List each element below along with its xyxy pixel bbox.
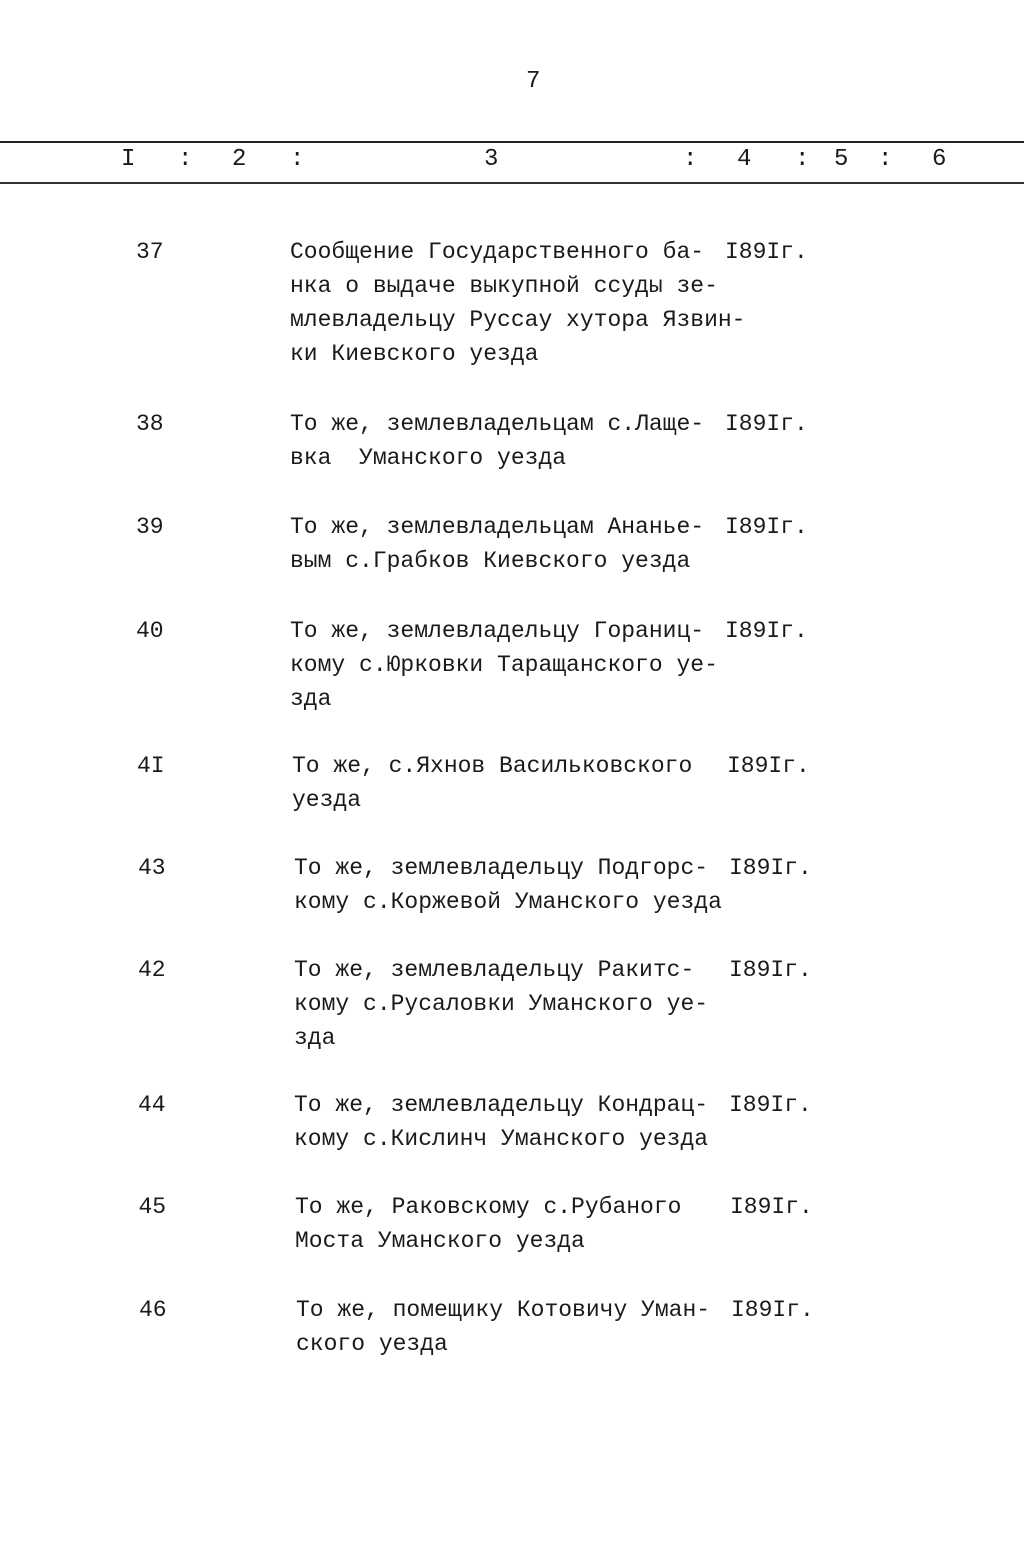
description-line: То же, землевладельцу Подгорс-	[294, 855, 709, 881]
column-header-5: 5	[834, 146, 849, 173]
description-line: Моста Уманского уезда	[295, 1228, 585, 1254]
entry-year: I89Iг.	[727, 753, 810, 779]
entry-number: 43	[138, 855, 166, 881]
entry-description	[296, 1293, 710, 1361]
entry-description	[295, 1190, 681, 1258]
description-line: Сообщение Государственного ба-	[290, 239, 705, 265]
entry-year: I89Iг.	[729, 855, 812, 881]
description-line: То же, с.Яхнов Васильковского	[292, 753, 693, 779]
column-separator: :	[878, 146, 893, 173]
column-header-3: 3	[484, 146, 499, 173]
description-line: вка Уманского уезда	[290, 445, 567, 471]
description-line: зда	[294, 1025, 336, 1051]
description-line: ского уезда	[296, 1331, 448, 1357]
column-separator: :	[178, 146, 193, 173]
description-line: То же, землевладельцам Ананье-	[290, 514, 705, 540]
entry-number: 37	[136, 239, 164, 265]
entry-year: I89Iг.	[725, 514, 808, 540]
column-separator: :	[795, 146, 810, 173]
description-line: То же, помещику Котовичу Уман-	[296, 1297, 711, 1323]
entry-number: 4I	[137, 753, 165, 779]
entry-number: 45	[138, 1194, 167, 1220]
description-line: нка о выдаче выкупной ссуды зе-	[290, 273, 718, 299]
entry-year: I89Iг.	[725, 618, 808, 644]
header-top-rule	[0, 141, 1024, 143]
entry-year: I89Iг.	[725, 411, 808, 437]
entry-description	[290, 510, 704, 578]
entry-year: I89Iг.	[725, 239, 808, 265]
entry-number: 38	[136, 411, 164, 437]
entry-description	[294, 953, 708, 1055]
description-line: зда	[290, 686, 332, 712]
description-line: кому с.Коржевой Уманского уезда	[294, 889, 722, 915]
entry-number: 46	[139, 1297, 167, 1323]
description-line: уезда	[292, 787, 362, 813]
column-header-4: 4	[737, 146, 752, 173]
entry-description	[290, 407, 704, 475]
header-bottom-rule	[0, 182, 1024, 184]
column-header-2: 2	[232, 146, 247, 173]
entry-description	[290, 235, 745, 371]
entry-year: I89Iг.	[729, 957, 812, 983]
column-header-6: 6	[932, 146, 947, 173]
entry-number: 40	[136, 618, 164, 644]
page-number: 7	[526, 68, 541, 95]
description-line: То же, Раковскому с.Рубаного	[295, 1194, 682, 1220]
description-line: То же, землевладельцу Кондрац-	[294, 1092, 709, 1118]
description-line: вым с.Грабков Киевского уезда	[290, 548, 691, 574]
entry-description	[294, 851, 722, 919]
entry-number: 44	[138, 1092, 166, 1118]
description-line: кому с.Кислинч Уманского уезда	[294, 1126, 709, 1152]
column-header-I: I	[121, 146, 136, 173]
entry-year: I89Iг.	[730, 1194, 813, 1220]
column-separator: :	[290, 146, 305, 173]
entry-year: I89Iг.	[729, 1092, 812, 1118]
description-line: кому с.Юрковки Таращанского уе-	[290, 652, 718, 678]
entry-description	[290, 614, 718, 716]
description-line: кому с.Русаловки Уманского уе-	[294, 991, 709, 1017]
entry-number: 42	[138, 957, 166, 983]
description-line: млевладельцу Руссау хутора Язвин-	[290, 307, 746, 333]
entry-year: I89Iг.	[731, 1297, 814, 1323]
description-line: То же, землевладельцу Гораниц-	[290, 618, 705, 644]
description-line: ки Киевского уезда	[290, 341, 539, 367]
entry-description	[292, 749, 692, 817]
column-separator: :	[683, 146, 698, 173]
description-line: То же, землевладельцам с.Лаще-	[290, 411, 705, 437]
entry-description	[294, 1088, 708, 1156]
entry-number: 39	[136, 514, 164, 540]
description-line: То же, землевладельцу Ракитс-	[294, 957, 695, 983]
